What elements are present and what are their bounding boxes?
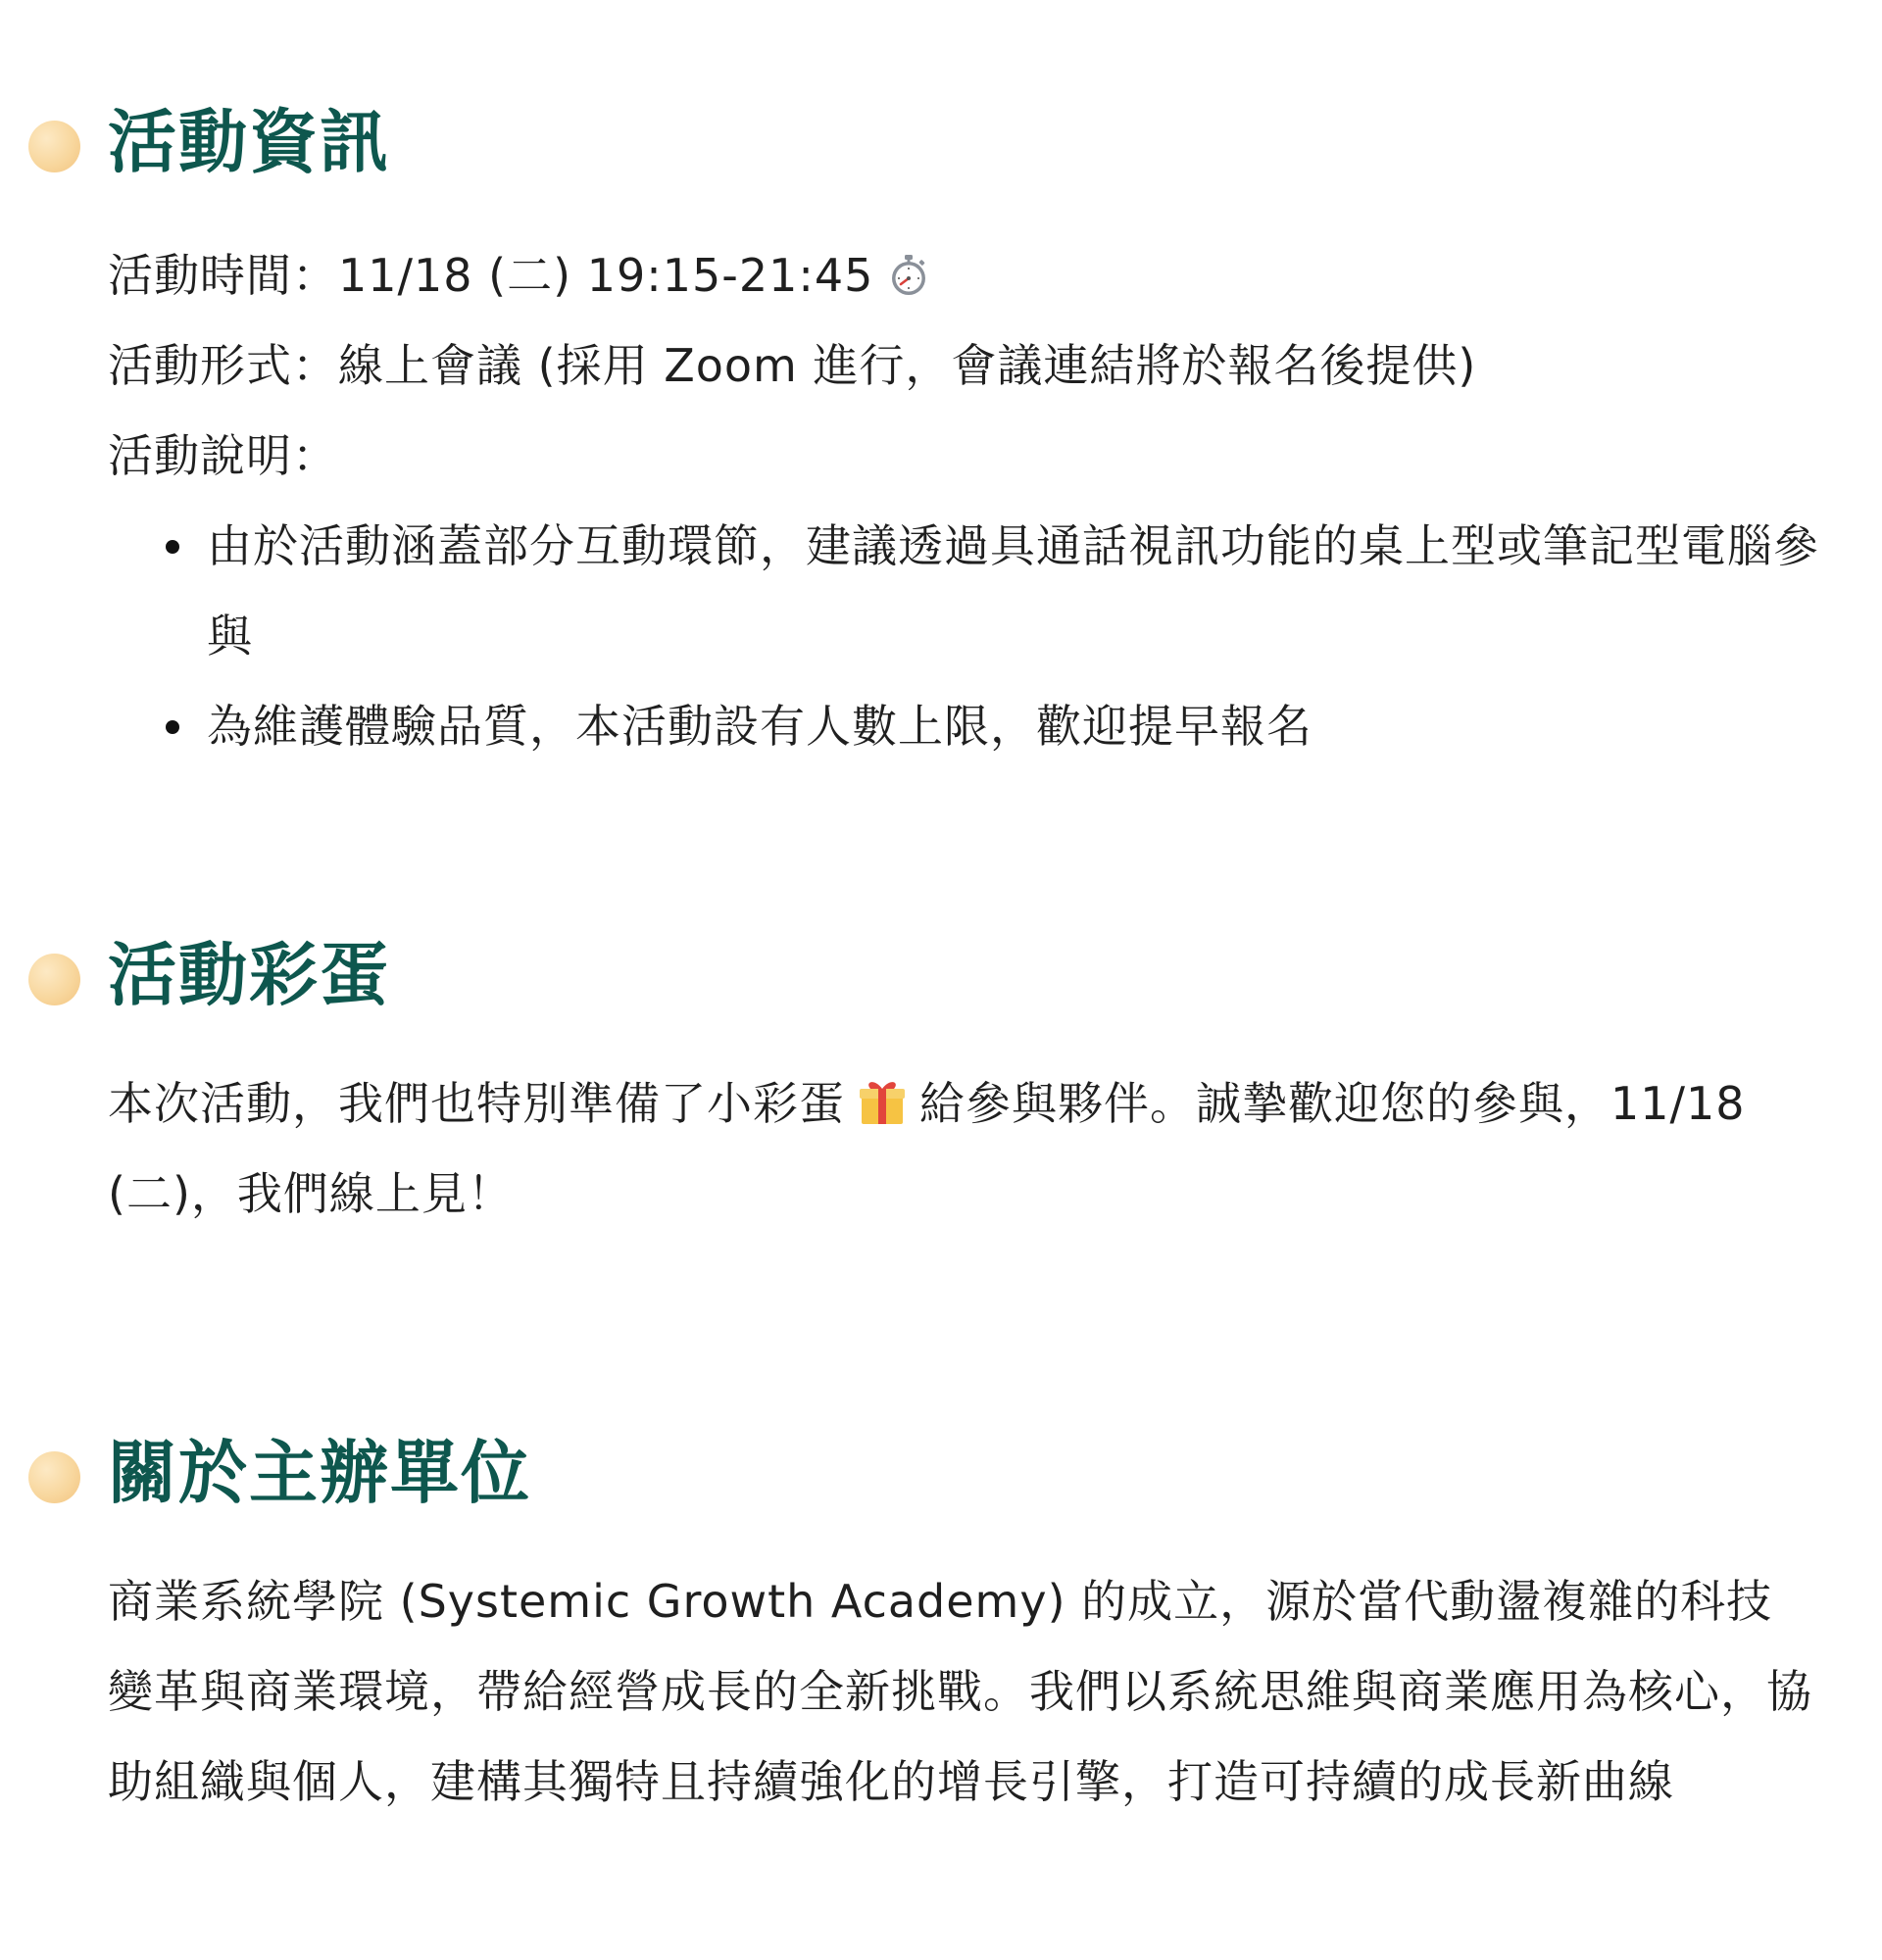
section-bullet-dot bbox=[28, 954, 80, 1005]
list-item-text: 由於活動涵蓋部分互動環節，建議透過具通話視訊功能的桌上型或筆記型電腦參與 bbox=[207, 519, 1819, 662]
section-bullet-dot bbox=[28, 121, 80, 172]
easter-egg-paragraph bbox=[108, 1058, 1813, 1239]
event-format-label: 活動形式： bbox=[108, 339, 338, 392]
section-title-easter-egg: 活動彩蛋 bbox=[108, 935, 390, 1015]
gift-icon bbox=[857, 1066, 908, 1117]
section-header bbox=[0, 931, 1882, 1019]
section-header bbox=[0, 98, 1882, 186]
event-desc-line bbox=[108, 411, 1813, 501]
list-item-text: 為維護體驗品質，本活動設有人數上限，歡迎提早報名 bbox=[207, 700, 1312, 753]
event-desc-label: 活動說明： bbox=[108, 429, 338, 482]
section-title-event-info: 活動資訊 bbox=[108, 102, 390, 182]
event-time-line bbox=[108, 230, 1813, 320]
event-time-label: 活動時間： bbox=[108, 249, 338, 302]
section-bullet-dot bbox=[28, 1451, 80, 1503]
easter-egg-text-after: 給參與夥伴。誠摯歡迎您的參與，11/18 (二)，我們線上見！ bbox=[108, 1077, 1746, 1220]
event-time-value: 11/18 (二) 19:15-21:45 bbox=[338, 249, 874, 302]
section-header bbox=[0, 1429, 1882, 1517]
about-organizer-paragraph: 商業系統學院 (Systemic Growth Academy) 的成立，源於當代動盪複雜的科技變革與商業環境，帶給經營成長的全新挑戰。我們以系統思維與商業應用為核心，協助組織與個人，建構其獨特且持續強化的增長引擎，打造可持續的成長新曲線 bbox=[108, 1575, 1812, 1808]
easter-egg-text-before: 本次活動，我們也特別準備了小彩蛋 bbox=[108, 1077, 845, 1130]
list-item bbox=[108, 681, 1834, 771]
event-format-line bbox=[108, 320, 1813, 411]
event-desc-list bbox=[108, 501, 1819, 771]
section-about-organizer bbox=[0, 1429, 1882, 1808]
section-event-info bbox=[0, 98, 1882, 753]
section-title-about-organizer: 關於主辦單位 bbox=[108, 1433, 531, 1513]
stopwatch-icon bbox=[887, 236, 930, 279]
bullet-icon bbox=[166, 720, 179, 734]
about-organizer-body bbox=[108, 1556, 1813, 1827]
easter-egg-body bbox=[108, 1058, 1813, 1239]
list-item bbox=[108, 501, 1834, 681]
bullet-icon bbox=[166, 540, 179, 554]
event-format-value: 線上會議 (採用 Zoom 進行，會議連結將於報名後提供) bbox=[338, 339, 1477, 392]
event-info-body bbox=[108, 230, 1819, 771]
section-easter-egg bbox=[0, 931, 1882, 1220]
